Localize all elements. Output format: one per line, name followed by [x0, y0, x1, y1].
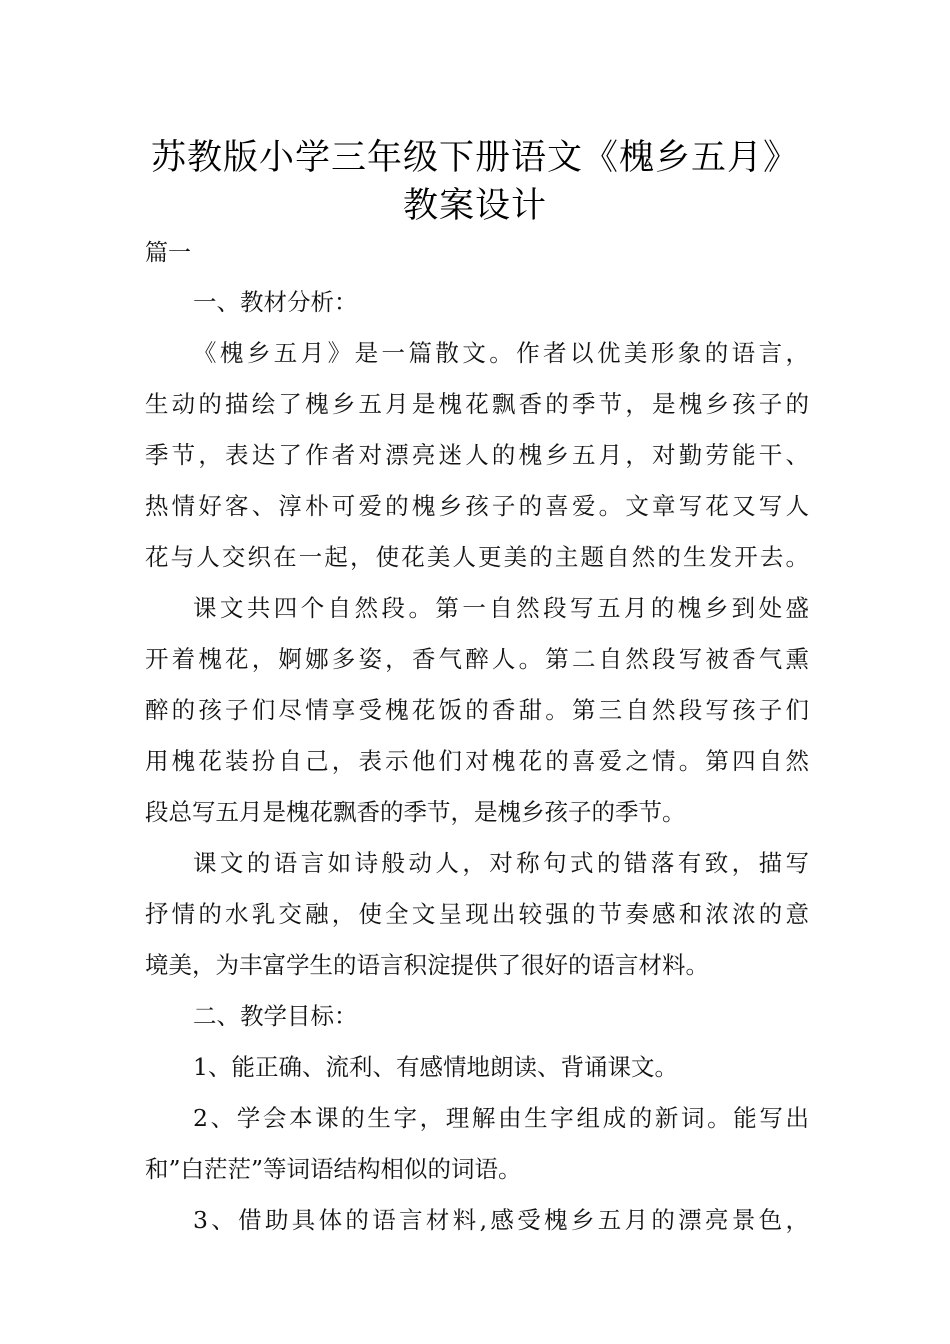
text-line: 2、学会本课的生字，理解由生字组成的新词。能写出 — [193, 1104, 809, 1132]
document-title-line-2: 教案设计 — [402, 186, 547, 226]
text-line: 和”白茫茫”等词语结构相似的词语。 — [145, 1155, 522, 1183]
text-line: 境美，为丰富学生的语言积淀提供了很好的语言材料。 — [145, 951, 709, 979]
text-line: 课文的语言如诗般动人，对称句式的错落有致，描写 — [193, 849, 809, 877]
text-line: 二、教学目标： — [193, 1002, 358, 1030]
text-line: 用槐花装扮自己，表示他们对槐花的喜爱之情。第四自然 — [145, 747, 809, 775]
text-line: 热情好客、淳朴可爱的槐乡孩子的喜爱。文章写花又写人 — [145, 492, 809, 520]
text-line: 开着槐花，婀娜多姿，香气醉人。第二自然段写被香气熏 — [145, 645, 809, 673]
text-line: 生动的描绘了槐乡五月是槐花飘香的季节，是槐乡孩子的 — [145, 390, 809, 418]
document-title-line-1: 苏教版小学三年级下册语文《槐乡五月》 — [150, 138, 799, 178]
text-line: 3、借助具体的语言材料,感受槐乡五月的漂亮景色， — [193, 1206, 809, 1234]
text-line: 《槐乡五月》是一篇散文。作者以优美形象的语言， — [193, 339, 809, 367]
text-line: 醉的孩子们尽情享受槐花饭的香甜。第三自然段写孩子们 — [145, 696, 809, 724]
section-label: 篇一 — [145, 240, 191, 266]
text-line: 段总写五月是槐花飘香的季节，是槐乡孩子的季节。 — [145, 798, 686, 826]
text-line: 一、教材分析： — [193, 288, 358, 316]
text-line: 1、能正确、流利、有感情地朗读、背诵课文。 — [193, 1053, 678, 1081]
text-line: 季节，表达了作者对漂亮迷人的槐乡五月，对勤劳能干、 — [145, 441, 809, 469]
text-line: 花与人交织在一起，使花美人更美的主题自然的生发开去。 — [145, 543, 809, 571]
document-body — [145, 285, 809, 1254]
text-line: 课文共四个自然段。第一自然段写五月的槐乡到处盛 — [193, 594, 809, 622]
text-line: 抒情的水乳交融，使全文呈现出较强的节奏感和浓浓的意 — [145, 900, 809, 928]
